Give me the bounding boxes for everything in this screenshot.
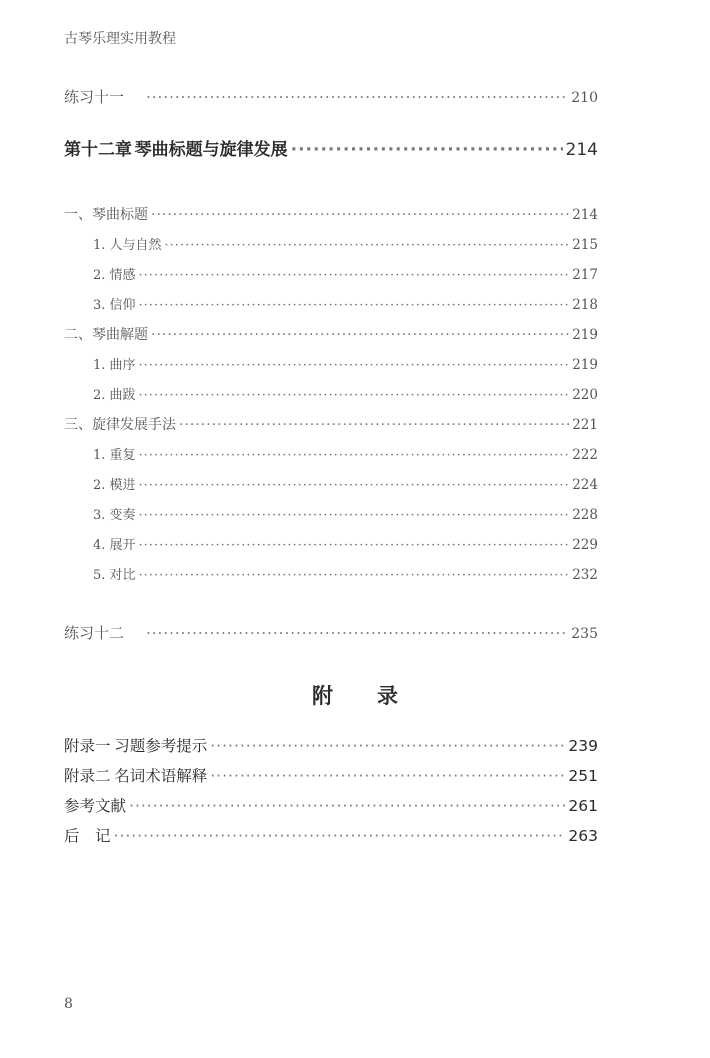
entry-page-number: 224 (572, 477, 598, 493)
appendix-name: 附录一 (64, 737, 111, 755)
dot-leader (139, 358, 570, 373)
appendix-name: 附录二 (64, 767, 111, 785)
dot-leader (139, 388, 570, 403)
entry-label: 5. 对比 (93, 568, 136, 583)
entry-label: 练习十二 (64, 624, 125, 642)
toc-entry-appendix-2[interactable] (64, 764, 598, 786)
running-head: 古琴乐理实用教程 (64, 31, 176, 47)
entry-label: 3. 信仰 (93, 298, 136, 313)
entry-page-number: 232 (572, 567, 598, 583)
chapter-number: 第十二章 (64, 140, 132, 160)
entry-label: 参考文献 (64, 797, 127, 815)
dot-leader (151, 327, 569, 343)
toc-entry-exercise-11[interactable] (64, 86, 598, 107)
toc-entry-subsection[interactable] (93, 564, 598, 583)
entry-page-number: 210 (571, 90, 598, 106)
appendix-heading (0, 680, 710, 710)
dot-leader (165, 238, 570, 253)
dot-leader (146, 88, 568, 106)
entry-page-number: 222 (572, 447, 598, 463)
entry-page-number: 214 (565, 140, 598, 160)
dot-leader (139, 478, 570, 493)
dot-leader (139, 568, 570, 583)
entry-label: 2. 曲跋 (93, 388, 136, 403)
entry-page-number: 217 (572, 267, 598, 283)
toc-entry-subsection[interactable] (93, 234, 598, 253)
entry-label: 1. 人与自然 (93, 238, 162, 253)
chapter-title: 琴曲标题与旋律发展 (134, 140, 288, 160)
toc-entry-subsection[interactable] (93, 294, 598, 313)
dot-leader (151, 207, 569, 223)
toc-entry-subsection[interactable] (93, 384, 598, 403)
dot-leader (139, 298, 570, 313)
entry-label: 一、琴曲标题 (64, 207, 148, 223)
entry-page-number: 219 (572, 327, 598, 343)
entry-page-number: 235 (571, 626, 598, 642)
dot-leader (291, 140, 563, 160)
toc-entry-section[interactable] (64, 204, 598, 224)
entry-label: 二、琴曲解题 (64, 327, 148, 343)
entry-page-number: 220 (572, 387, 598, 403)
entry-label: 后 记 (64, 827, 111, 845)
dot-leader (129, 797, 565, 815)
entry-label: 3. 变奏 (93, 508, 136, 523)
dot-leader (210, 767, 565, 785)
toc-entry-section[interactable] (64, 414, 598, 434)
entry-page-number: 218 (572, 297, 598, 313)
entry-page-number: 221 (572, 417, 598, 433)
dot-leader (114, 827, 566, 845)
dot-leader (179, 417, 569, 433)
entry-label: 2. 情感 (93, 268, 136, 283)
dot-leader (210, 737, 565, 755)
dot-leader (139, 538, 570, 553)
toc-entry-subsection[interactable] (93, 444, 598, 463)
toc-entry-exercise-12[interactable] (64, 622, 598, 643)
entry-label: 4. 展开 (93, 538, 136, 553)
entry-page-number: 263 (568, 827, 598, 845)
entry-page-number: 228 (572, 507, 598, 523)
dot-leader (139, 508, 570, 523)
entry-page-number: 219 (572, 357, 598, 373)
toc-entry-afterword[interactable] (64, 824, 598, 846)
appendix-title: 习题参考提示 (114, 737, 208, 755)
appendix-heading-first: 附 (312, 683, 333, 708)
appendix-title: 名词术语解释 (114, 767, 208, 785)
entry-page-number: 229 (572, 537, 598, 553)
entry-page-number: 214 (572, 207, 598, 223)
toc-entry-appendix-1[interactable] (64, 734, 598, 756)
dot-leader (139, 448, 570, 463)
toc-entry-subsection[interactable] (93, 264, 598, 283)
toc-entry-subsection[interactable] (93, 474, 598, 493)
entry-label: 2. 模进 (93, 478, 136, 493)
entry-label: 1. 重复 (93, 448, 136, 463)
dot-leader (139, 268, 570, 283)
toc-entry-subsection[interactable] (93, 354, 598, 373)
entry-page-number: 239 (568, 737, 598, 755)
entry-page-number: 251 (568, 767, 598, 785)
page-number-footer: 8 (64, 996, 73, 1012)
toc-entry-references[interactable] (64, 794, 598, 816)
entry-page-number: 215 (572, 237, 598, 253)
entry-label: 练习十一 (64, 88, 125, 106)
entry-label: 1. 曲序 (93, 358, 136, 373)
toc-entry-subsection[interactable] (93, 534, 598, 553)
toc-entry-chapter-12[interactable] (64, 135, 598, 160)
toc-entry-section[interactable] (64, 324, 598, 344)
dot-leader (146, 624, 568, 642)
appendix-heading-second: 录 (377, 683, 398, 708)
entry-label: 三、旋律发展手法 (64, 417, 176, 433)
toc-entry-subsection[interactable] (93, 504, 598, 523)
entry-page-number: 261 (568, 797, 598, 815)
